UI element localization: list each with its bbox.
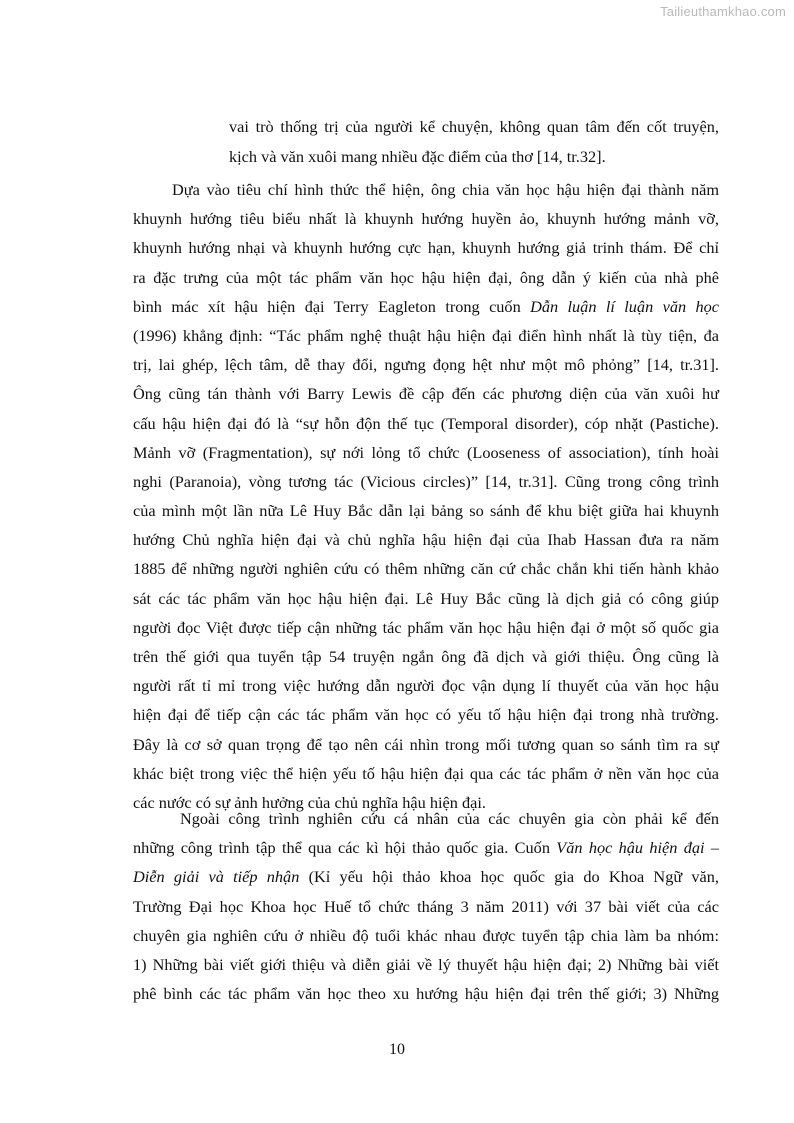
text-line: trị, lai ghép, lệch tâm, dễ thay đổi, ngưng đọng hệt như một mô phỏng” [14, tr.31]. bbox=[133, 355, 719, 375]
text-line: người rất tỉ mỉ trong việc hướng dẫn người đọc vận dụng lí thuyết của văn học hậu bbox=[133, 676, 719, 696]
book-title: Diễn giải và tiếp nhận bbox=[133, 867, 300, 887]
text-line: của mình một lần nữa Lê Huy Bắc dẫn lại bảng so sánh để khu biệt giữa hai khuynh bbox=[133, 501, 719, 521]
text-line: sát các tác phẩm văn học hậu hiện đại. Lê Huy Bắc cũng là dịch giả có công giúp bbox=[133, 588, 719, 608]
text-line: các nước có sự ảnh hưởng của chủ nghĩa hậu hiện đại. bbox=[133, 792, 486, 812]
text-run: bình mác xít hậu hiện đại Terry Eagleton trong cuốn bbox=[133, 296, 531, 316]
text-run: những công trình tập thể qua các kì hội thảo quốc gia. Cuốn bbox=[133, 838, 557, 858]
paragraph-2 bbox=[133, 804, 719, 1008]
text-line: khác biệt trong việc thể hiện yếu tố hậu hiện đại qua các tác phẩm ở nền văn học của bbox=[133, 763, 719, 783]
book-title: Văn học hậu hiện đại – bbox=[556, 838, 720, 858]
text-line: chuyên gia nghiên cứu ở nhiều độ tuổi khác nhau được tuyển tập chia làm ba nhóm: bbox=[133, 925, 719, 945]
text-line: 1885 để những người nghiên cứu có thêm những căn cứ chắc chắn khi tiến hành khảo bbox=[133, 559, 719, 579]
text-line: 1) Những bài viết giới thiệu và diễn giải về lý thuyết hậu hiện đại; 2) Những bài viết bbox=[133, 954, 719, 974]
quote-line: kịch và văn xuôi mang nhiều đặc điểm của thơ [14, tr.32]. bbox=[229, 147, 606, 166]
page-number: 10 bbox=[389, 1041, 405, 1058]
text-line: hướng Chủ nghĩa hiện đại và chủ nghĩa hậu hiện đại của Ihab Hassan đưa ra năm bbox=[133, 530, 719, 550]
text-line: Ngoài công trình nghiên cứu cá nhân của các chuyên gia còn phải kể đến bbox=[180, 809, 719, 828]
text-line bbox=[133, 862, 719, 891]
text-line: Ông cũng tán thành với Barry Lewis đề cập đến các phương diện của văn xuôi hư bbox=[133, 384, 719, 404]
book-title: Dẫn luận lí luận văn học bbox=[530, 296, 719, 316]
paragraph-1 bbox=[133, 175, 719, 817]
text-line: Dựa vào tiêu chí hình thức thể hiện, ông chia văn học hậu hiện đại thành năm bbox=[172, 180, 719, 199]
text-line: hiện đại để tiếp cận các tác phẩm văn học có yếu tố hậu hiện đại trong nhà trường. bbox=[133, 705, 719, 725]
text-line: Đây là cơ sở quan trọng để tạo nên cái nhìn trong mối tương quan so sánh tìm ra sự bbox=[133, 734, 719, 754]
text-line: nghi (Paranoia), vòng tương tác (Vicious circles)” [14, tr.31]. Cũng trong công trình bbox=[133, 471, 719, 491]
text-line bbox=[133, 833, 719, 862]
watermark: Tailieuthamkhao.com bbox=[660, 4, 786, 19]
text-line: khuynh hướng tiêu biểu nhất là khuynh hướng huyền ảo, khuynh hướng mảnh vỡ, bbox=[133, 209, 719, 229]
text-line: khuynh hướng nhại và khuynh hướng cực hạn, khuynh hướng giả trinh thám. Để chỉ bbox=[133, 238, 719, 258]
text-line: Trường Đại học Khoa học Huế tổ chức tháng 3 năm 2011) với 37 bài viết của các bbox=[133, 896, 719, 916]
text-line bbox=[133, 292, 719, 321]
text-line: phê bình các tác phẩm văn học theo xu hướng hậu hiện đại trên thế giới; 3) Những bbox=[133, 984, 719, 1004]
text-line: người đọc Việt được tiếp cận những tác phẩm văn học hậu hiện đại ở một số quốc gia bbox=[133, 617, 719, 637]
text-line: trên thế giới qua tuyển tập 54 truyện ngắn ông đã dịch và giới thiệu. Ông cũng là bbox=[133, 647, 719, 666]
text-line: ra đặc trưng của một tác phẩm văn học hậu hiện đại, ông dẫn ý kiến của nhà phê bbox=[133, 267, 719, 287]
text-line: Mảnh vỡ (Fragmentation), sự nới lỏng tổ chức (Looseness of association), tính hoài bbox=[133, 442, 719, 462]
block-quote bbox=[229, 112, 719, 172]
text-run: (Kỉ yếu hội thảo khoa học quốc gia do Khoa Ngữ văn, bbox=[299, 867, 719, 887]
text-line: (1996) khẳng định: “Tác phẩm nghệ thuật hậu hiện đại điển hình nhất là tùy tiện, đa bbox=[133, 325, 719, 345]
text-line: cấu hậu hiện đại đó là “sự hỗn độn thế tục (Temporal disorder), cóp nhặt (Pastiche). bbox=[133, 413, 719, 433]
quote-line: vai trò thống trị của người kể chuyện, không quan tâm đến cốt truyện, bbox=[229, 117, 719, 136]
